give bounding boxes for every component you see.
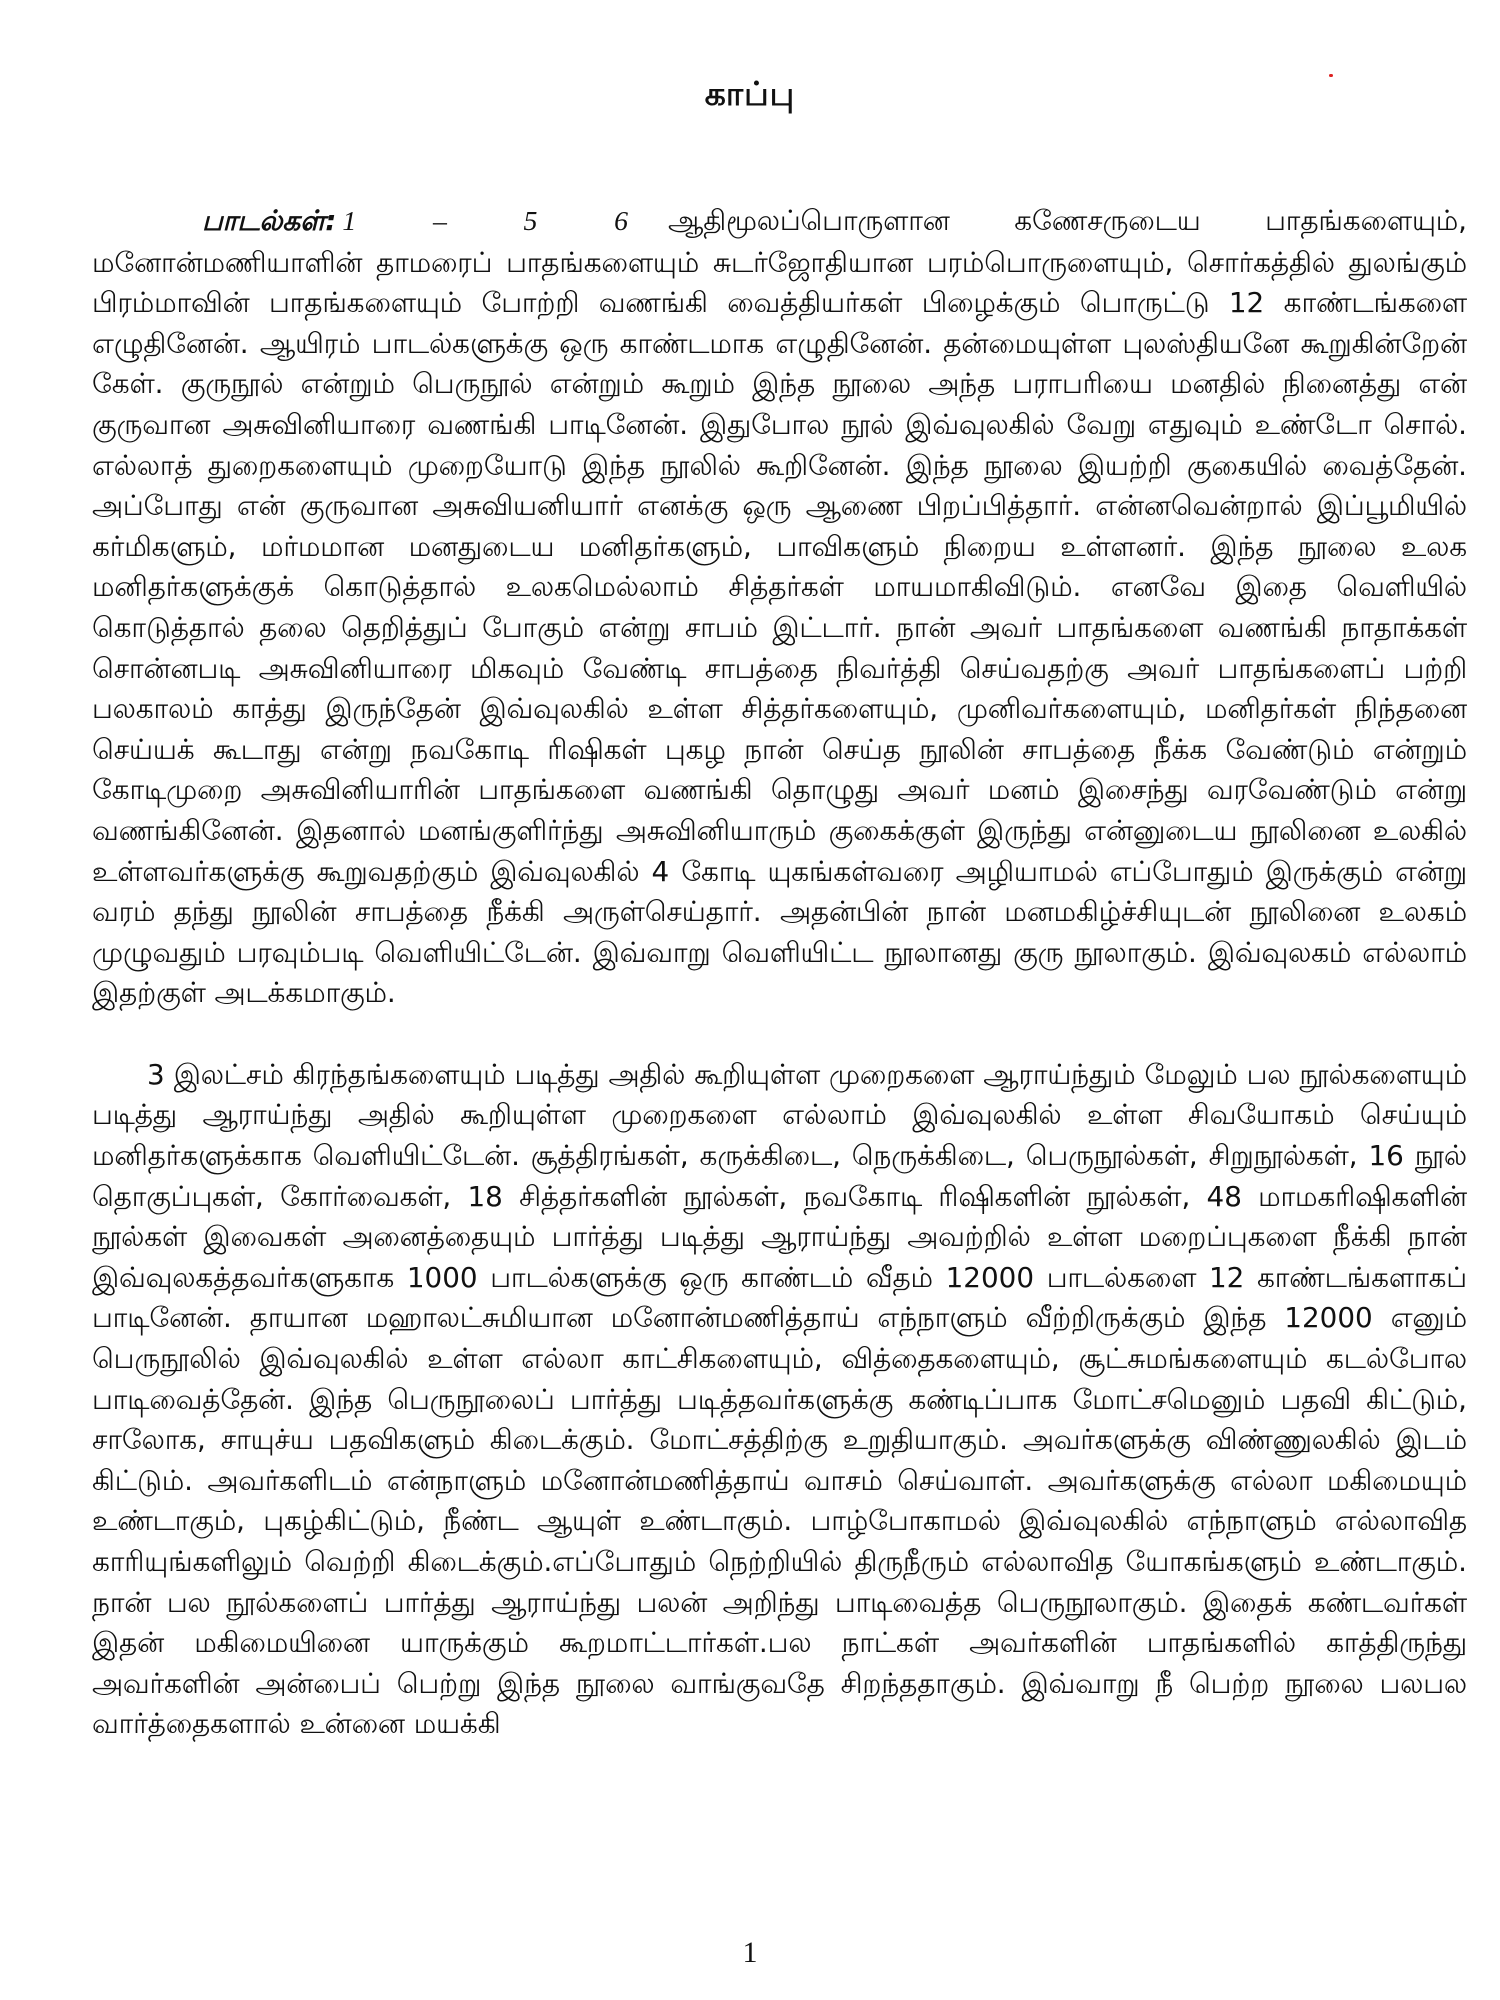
paragraph-2-text: 3 இலட்சம் கிரந்தங்களையும் படித்து அதில் கூறியுள்ள முறைகளை ஆராய்ந்தும் மேலும் பல நூல்களையும் படித்து ஆராய்ந்து அதில் கூறியுள்ள முறைகளை எல்லாம் இவ்வுலகில் உள்ள சிவயோகம் செய்யும் மனிதர்களுக்காக வெளியிட்டேன். சூத்திரங்கள், கருக்கிடை, நெருக்கிடை, பெருநூல்கள், சிறுநூல்கள், 16 நூல் தொகுப்புகள், கோர்வைகள், 18 சித்தர்களின் நூல்கள், நவகோடி ரிஷிகளின் நூல்கள், 48 மாமகரிஷிகளின் நூல்கள் இவைகள் அனைத்தையும் பார்த்து படித்து ஆராய்ந்து அவற்றில் உள்ள மறைப்புகளை நீக்கி நான் இவ்வுலகத்தவர்களுகாக 1000 பாடல்களுக்கு ஒரு காண்டம் வீதம் 12000 பாடல்களை 12 காண்டங்களாகப் பாடினேன். தாயான மஹாலட்சுமியான மனோன்மணித்தாய் எந்நாளும் வீற்றிருக்கும் இந்த 12000 எனும் பெருநூலில் இவ்வுலகில் உள்ள எல்லா காட்சிகளையும், வித்தைகளையும், சூட்சுமங்களையும் கடல்போல பாடிவைத்தேன். இந்த பெருநூலைப் பார்த்து படித்தவர்களுக்கு கண்டிப்பாக மோட்சமெனும் பதவி கிட்டும், சாலோக, சாயுச்ய பதவிகளும் கிடைக்கும். மோட்சத்திற்கு உறுதியாகும். அவர்களுக்கு விண்ணுலகில் இடம் கிட்டும். அவர்களிடம் என்நாளும் மனோன்மணித்தாய் வாசம் செய்வாள். அவர்களுக்கு எல்லா மகிமையும் உண்டாகும், புகழ்கிட்டும், நீண்ட ஆயுள் உண்டாகும். பாழ்போகாமல் இவ்வுலகில் எந்நாளும் எல்லாவித காரியுங்களிலும் வெற்றி கிடைக்கும்.எப்போதும் நெற்றியில் திருநீரும் எல்லாவித யோகங்களும் உண்டாகும். நான் பல நூல்களைப் பார்த்து ஆராய்ந்து பலன் அறிந்து பாடிவைத்த பெருநூலாகும். இதைக் கண்டவர்கள் இதன் மகிமையினை யாருக்கும் கூறமாட்டார்கள்.பல நாட்கள் அவர்களின் பாதங்களில் காத்திருந்து அவர்களின் அன்பைப் பெற்று இந்த நூலை வாங்குவதே சிறந்ததாகும். இவ்வாறு நீ பெற்ற நூலை பலபல வார்த்தைகளால் உன்னை மயக்கி [92,1057,1467,1741]
page-number: 1 [742,1936,758,1969]
songs-range: 1 – 5 6 [342,206,629,237]
document-body [92,201,1467,1745]
paragraph-1-text: ஆதிமூலப்பொருளான கணேசருடைய பாதங்களையும், மனோன்மணியாளின் தாமரைப் பாதங்களையும் சுடர்ஜோதியான பரம்பொருளையும், சொர்கத்தில் துலங்கும் பிரம்மாவின் பாதங்களையும் போற்றி வணங்கி வைத்தியர்கள் பிழைக்கும் பொருட்டு 12 காண்டங்களை எழுதினேன். ஆயிரம் பாடல்களுக்கு ஒரு காண்டமாக எழுதினேன். தன்மையுள்ள புலஸ்தியனே கூறுகின்றேன் கேள். குருநூல் என்றும் பெருநூல் என்றும் கூறும் இந்த நூலை அந்த பராபரியை மனதில் நினைத்து என் குருவான அசுவினியாரை வணங்கி பாடினேன். இதுபோல நூல் இவ்வுலகில் வேறு எதுவும் உண்டோ சொல். எல்லாத் துறைகளையும் முறையோடு இந்த நூலில் கூறினேன். இந்த நூலை இயற்றி குகையில் வைத்தேன். அப்போது என் குருவான அசுவியனியார் எனக்கு ஒரு ஆணை பிறப்பித்தார். என்னவென்றால் இப்பூமியில் கர்மிகளும், மர்மமான மனதுடைய மனிதர்களும், பாவிகளும் நிறைய உள்ளனர். இந்த நூலை உலக மனிதர்களுக்குக் கொடுத்தால் உலகமெல்லாம் சித்தர்கள் மாயமாகிவிடும். எனவே இதை வெளியில் கொடுத்தால் தலை தெறித்துப் போகும் என்று சாபம் இட்டார். நான் அவர் பாதங்களை வணங்கி நாதாக்கள் சொன்னபடி அசுவினியாரை மிகவும் வேண்டி சாபத்தை நிவர்த்தி செய்வதற்கு அவர் பாதங்களைப் பற்றி பலகாலம் காத்து இருந்தேன் இவ்வுலகில் உள்ள சித்தர்களையும், முனிவர்களையும், மனிதர்கள் நிந்தனை செய்யக் கூடாது என்று நவகோடி ரிஷிகள் புகழ நான் செய்த நூலின் சாபத்தை நீக்க வேண்டும் என்றும் கோடிமுறை அசுவினியாரின் பாதங்களை வணங்கி தொழுது அவர் மனம் இசைந்து வரவேண்டும் என்று வணங்கினேன். இதனால் மனங்குளிர்ந்து அசுவினியாரும் குகைக்குள் இருந்து என்னுடைய நூலினை உலகில் உள்ளவர்களுக்கு கூறுவதற்கும் இவ்வுலகில் 4 கோடி யுகங்கள்வரை அழியாமல் எப்போதும் இருக்கும் என்று வரம் தந்து நூலின் சாபத்தை நீக்கி அருள்செய்தார். அதன்பின் நான் மனமகிழ்ச்சியுடன் நூலினை உலகம் முழுவதும் பரவும்படி வெளியிட்டேன். இவ்வாறு வெளியிட்ட நூலானது குரு நூலாகும். இவ்வுலகம் எல்லாம் இதற்குள் அடக்கமாகும். [92,204,1467,1010]
page-title: காப்பு [704,74,796,113]
paragraph-2 [92,1055,1467,1745]
red-ink-mark [1329,74,1333,77]
paragraph-1 [92,201,1467,1014]
songs-label-text: பாடல்கள்: [202,204,337,237]
songs-label [202,204,668,237]
